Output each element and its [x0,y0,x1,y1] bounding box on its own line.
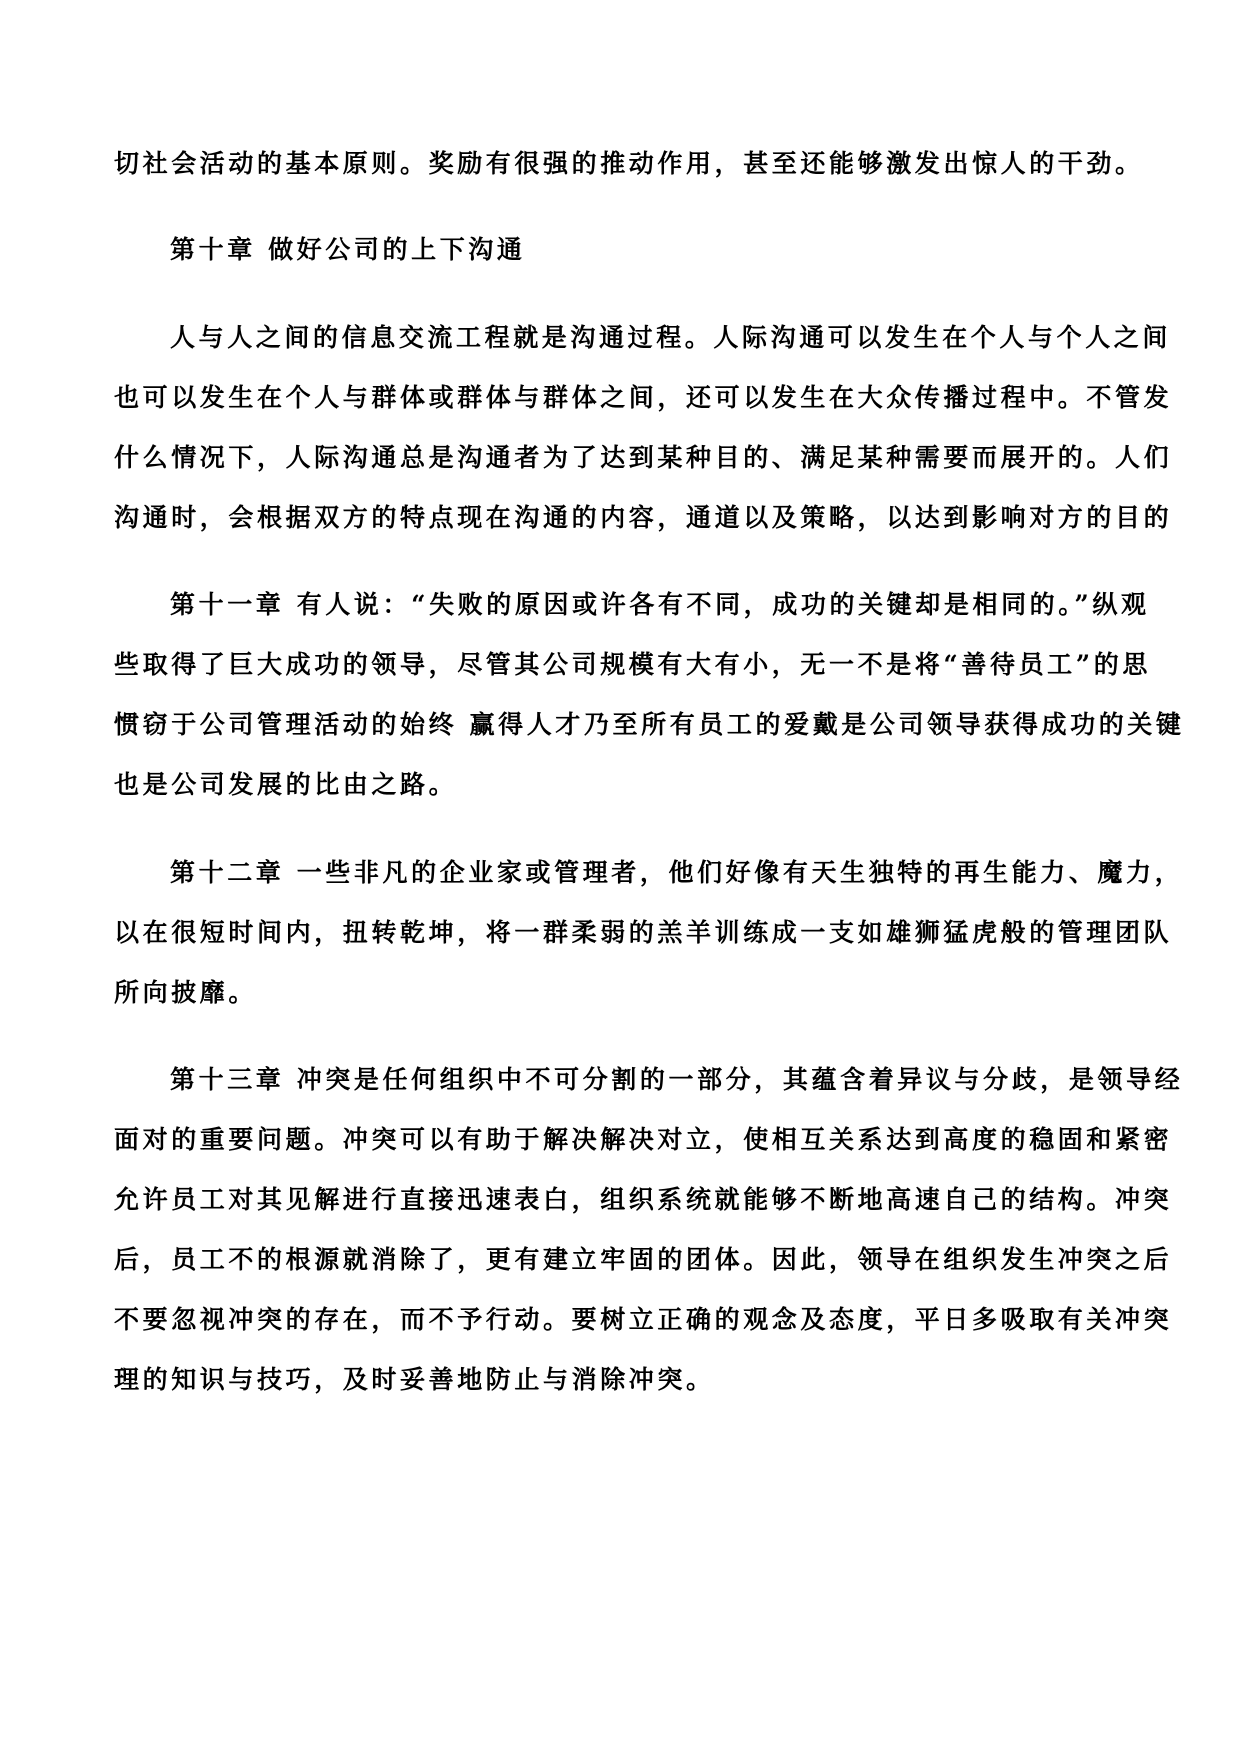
paragraph-1-line-1: 切社会活动的基本原则。奖励有很强的推动作用，甚至还能够激发出惊人的干劲。 [114,149,1144,178]
paragraph-6-line-2: 面对的重要问题。冲突可以有助于解决解决对立，使相互关系达到高度的稳固和紧密 [114,1125,1173,1154]
paragraph-3-line-1: 人与人之间的信息交流工程就是沟通过程。人际沟通可以发生在个人与个人之间 [170,323,1172,352]
paragraph-5-line-1: 第十二章 一些非凡的企业家或管理者，他们好像有天生独特的再生能力、魔力， [170,858,1184,887]
paragraph-4-line-4: 也是公司发展的比由之路。 [114,770,458,799]
paragraph-4-line-1: 第十一章 有人说：“失败的原因或许各有不同，成功的关键却是相同的。”纵观 [170,590,1150,619]
paragraph-4-line-3: 惯窃于公司管理活动的始终 赢得人才乃至所有员工的爱戴是公司领导获得成功的关键 [114,710,1185,739]
chapter-10-heading: 第十章 做好公司的上下沟通 [170,235,526,264]
paragraph-6-line-3: 允许员工对其见解进行直接迅速表白，组织系统就能够不断地高速自己的结构。冲突 [114,1185,1173,1214]
paragraph-6-line-6: 理的知识与技巧，及时妥善地防止与消除冲突。 [114,1365,715,1394]
paragraph-5-line-3: 所向披靡。 [114,978,258,1007]
paragraph-5-line-2: 以在很短时间内，扭转乾坤，将一群柔弱的羔羊训练成一支如雄狮猛虎般的管理团队 [114,918,1173,947]
paragraph-3-line-2: 也可以发生在个人与群体或群体与群体之间，还可以发生在大众传播过程中。不管发 [114,383,1173,412]
paragraph-6-line-5: 不要忽视冲突的存在，而不予行动。要树立正确的观念及态度，平日多吸取有关冲突 [114,1305,1173,1334]
paragraph-3-line-3: 什么情况下，人际沟通总是沟通者为了达到某种目的、满足某种需要而展开的。人们 [114,443,1173,472]
paragraph-6-line-1: 第十三章 冲突是任何组织中不可分割的一部分，其蕴含着异议与分歧，是领导经 [170,1065,1184,1094]
paragraph-3-line-4: 沟通时，会根据双方的特点现在沟通的内容，通道以及策略，以达到影响对方的目的 [114,503,1173,532]
paragraph-4-line-2: 些取得了巨大成功的领导，尽管其公司规模有大有小，无一不是将“善待员工”的思 [114,650,1151,679]
paragraph-6-line-4: 后，员工不的根源就消除了，更有建立牢固的团体。因此，领导在组织发生冲突之后 [114,1245,1173,1274]
